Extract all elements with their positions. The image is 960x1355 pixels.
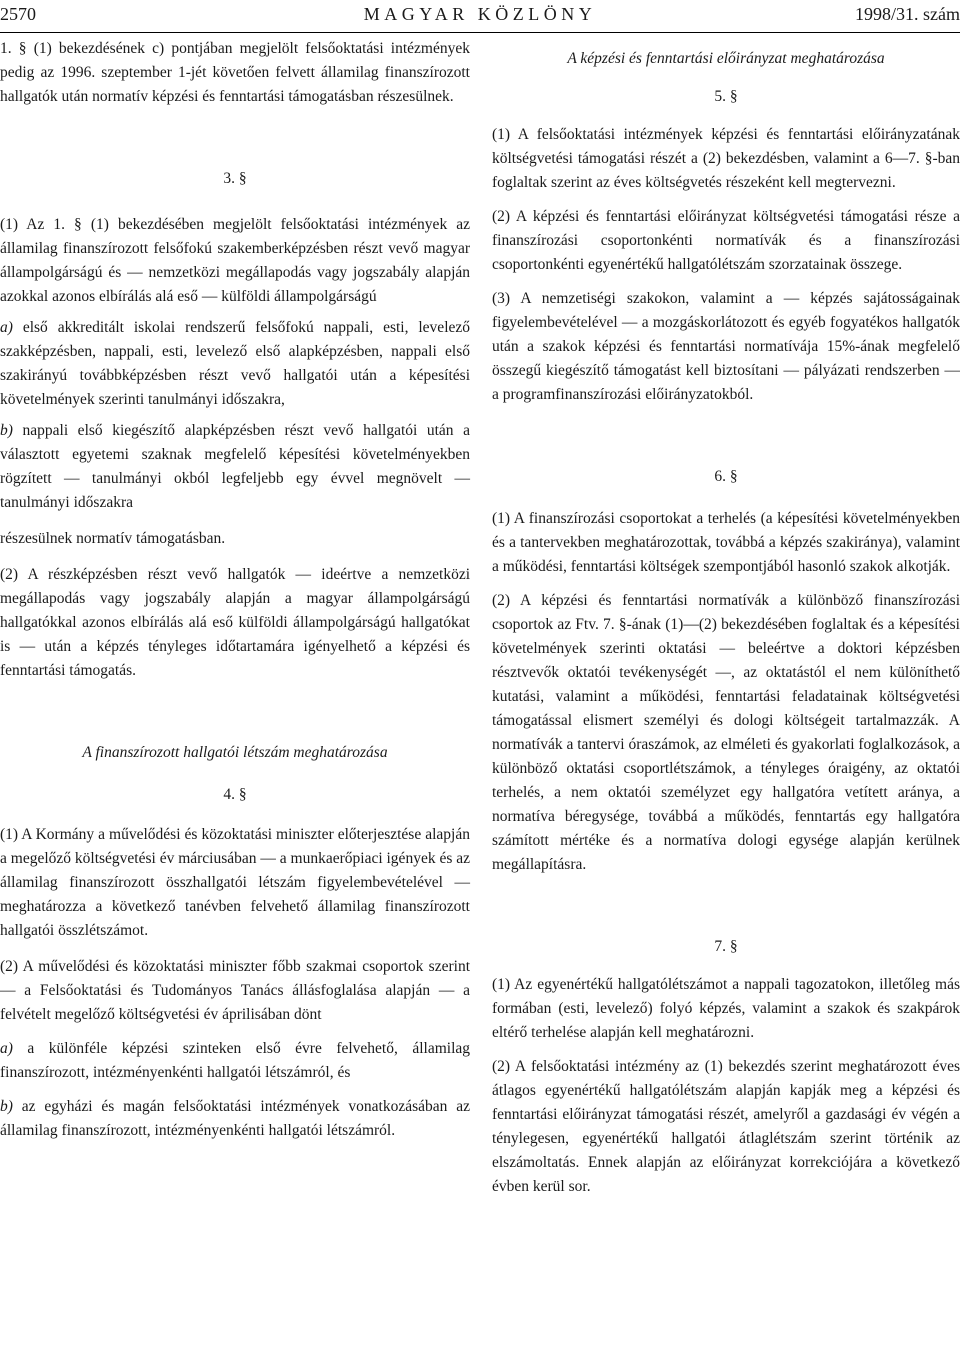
s4-item-a-label: a)	[0, 1040, 13, 1057]
s4-paragraph-1: (1) A Kormány a művelődési és közoktatási miniszter előterjesztése alapján a megelőző költségvetési év márciusában — a munkaerőpiaci igények és az államilag finanszírozott összhallgatói létszám figyelembevételével — meghatározza a következő tanévben felvehető államilag finanszírozott hallgatói összlétszámot.	[0, 826, 470, 939]
s6-paragraph-1: (1) A finanszírozási csoportokat a terhelés (a képesítési követelményekben és a tantervekben meghatározottak, továbbá a képzés szakiránya), valamint a működési, fenntartási költségek szempontjából hasonló szakok alkotják.	[492, 510, 960, 575]
section-5-title: 5. §	[714, 88, 738, 105]
s4-item-b-label: b)	[0, 1098, 13, 1115]
s4-item-a	[0, 1037, 470, 1085]
section-4-title: 4. §	[223, 786, 247, 803]
heading-training-appropriation: A képzési és fenntartási előirányzat meghatározása	[567, 50, 885, 67]
s3-item-b	[0, 419, 470, 515]
s5-paragraph-3: (3) A nemzetiségi szakokon, valamint a — képzés sajátosságainak figyelembevételével — a mozgáskorlátozott és egyéb fogyatékos hallgatók után a szakok képzési és fenntartási normatívája 15%-ának megfelelő összegű kiegészítő támogatást kell biztosítani — pályázati rendszerben — a programfinanszírozási előirányzatokból.	[492, 290, 960, 403]
s4-item-a-text: a különféle képzési szinteken első évre felvehető, államilag finanszírozott, intézményenkénti hallgatói létszámról, és	[0, 1040, 471, 1081]
section-6-title: 6. §	[714, 468, 738, 485]
s3-item-a-text: első akkreditált iskolai rendszerű felsőfokú nappali, esti, levelező szakképzésben, nappali, esti, levelező első alapképzésben, nappali első szakirányú továbbképzésben részt vevő hallgatói után a képesítési követelmények szerinti tanulmányi időszakra,	[0, 319, 471, 408]
s3-item-b-label: b)	[0, 422, 13, 439]
s3-paragraph-2: (2) A részképzésben részt vevő hallgatók — ideértve a nemzetközi megállapodás vagy jogszabály alapján a magyar állampolgárságú hallgatókkal azonos elbírálás alá eső külföldi állampolgárságú hallgatókat is — után a képzés tényleges időtartamára igényelhető a képzési és fenntartási támogatás.	[0, 566, 470, 679]
s5-paragraph-2: (2) A képzési és fenntartási előirányzat költségvetési támogatási része a finanszírozási csoportonkénti normatívák és a finanszírozási csoportonkénti egyenértékű hallgatólétszám szorzatainak összege.	[492, 208, 960, 273]
page-header	[0, 4, 960, 28]
s5-paragraph-1: (1) A felsőoktatási intézmények képzési és fenntartási előirányzatának költségvetési támogatási részét a (2) bekezdésben, valamint a 6—7. §-ban foglaltak szerint az éves költségvetés részeként kell megtervezni.	[492, 126, 960, 191]
s3-item-a	[0, 316, 470, 412]
intro-paragraph: 1. § (1) bekezdésének c) pontjában megjelölt felsőoktatási intézmények pedig az 1996. szeptember 1-jét követően felvett államilag finanszírozott hallgatók után normatív képzési és fenntartási támogatásban részesülnek.	[0, 40, 470, 105]
left-column	[0, 37, 470, 1143]
s3-item-b-text: nappali első kiegészítő alapképzésben részt vevő hallgatói után a választott egyetemi szaknak megfelelő képesítési követelményekben rögzített — tanulmányi okból legfeljebb egy évvel megnövelt — tanulmányi időszakra	[0, 422, 470, 511]
right-column	[492, 37, 960, 1199]
s3-item-a-label: a)	[0, 319, 13, 336]
s7-paragraph-1: (1) Az egyenértékű hallgatólétszámot a nappali tagozatokon, illetőleg más formában (esti, levelező) folyó képzés, valamint a szakok és szakpárok eltérő terhelése alapján kell meghatározni.	[492, 976, 960, 1041]
journal-title: MAGYAR KÖZLÖNY	[363, 4, 597, 24]
s4-item-b	[0, 1095, 470, 1143]
header-rule	[0, 32, 960, 33]
issue-number: 1998/31. szám	[855, 4, 960, 24]
page-number: 2570	[0, 4, 36, 24]
s3-paragraph-1: (1) Az 1. § (1) bekezdésében megjelölt felsőoktatási intézmények az államilag finanszírozott felsőfokú szakemberképzésben részt vevő magyar állampolgárságú és — nemzetközi megállapodás vagy jogszabály alapján azokkal azonos elbírálás alá eső — külföldi állampolgárságú	[0, 216, 470, 305]
section-7-title: 7. §	[714, 938, 738, 955]
s4-paragraph-2: (2) A művelődési és közoktatási miniszter főbb szakmai csoportok szerint — a Felsőoktatási és Tudományos Tanács állásfoglalása alapján — a felvételt megelőző költségvetési év áprilisában dönt	[0, 958, 470, 1023]
section-3-title: 3. §	[223, 170, 247, 187]
s6-paragraph-2: (2) A képzési és fenntartási normatívák a különböző finanszírozási csoportok az Ftv. 7. §-ának (1)—(2) bekezdésében foglaltak és a képesítési követelmények szerinti oktatási — beleértve a doktori képzésben résztvevők oktatói tevékenységét —, az oktatástól el nem különíthető kutatási, valamint a működési, fenntartási feladatainak költségvetési támogatással elismert személyi és dologi költségeit tartalmazzák. A normatívák a tantervi óraszámok, az elméleti és gyakorlati foglalkozások, a különböző oktatási csoportlétszámok, a tényleges óraigény, az oktatói terhelés, a nem oktatói személyzet egy hallgatóra vetített aránya, a normatíva béregysége, továbbá a működés, fenntartás egy hallgatóra számított mértéke és a normatíva dologi egysége alapján kerülnek megállapításra.	[492, 592, 960, 873]
s3-tail: részesülnek normatív támogatásban.	[0, 530, 226, 547]
s7-paragraph-2: (2) A felsőoktatási intézmény az (1) bekezdés szerint meghatározott éves átlagos egyenértékű hallgatólétszám alapján kapják meg a képzési és fenntartási előirányzat támogatási részét, amelyről a gazdasági év végén a ténylegesen, egyenértékű hallgatói átlaglétszám szerint történik az elszámoltatás. Ennek alapján az előirányzat korrekciójára a következő évben kerül sor.	[492, 1058, 960, 1195]
heading-financed-headcount: A finanszírozott hallgatói létszám meghatározása	[82, 744, 388, 761]
s4-item-b-text: az egyházi és magán felsőoktatási intézmények vonatkozásában az államilag finanszírozott, intézményenkénti hallgatói létszámról.	[0, 1098, 470, 1139]
